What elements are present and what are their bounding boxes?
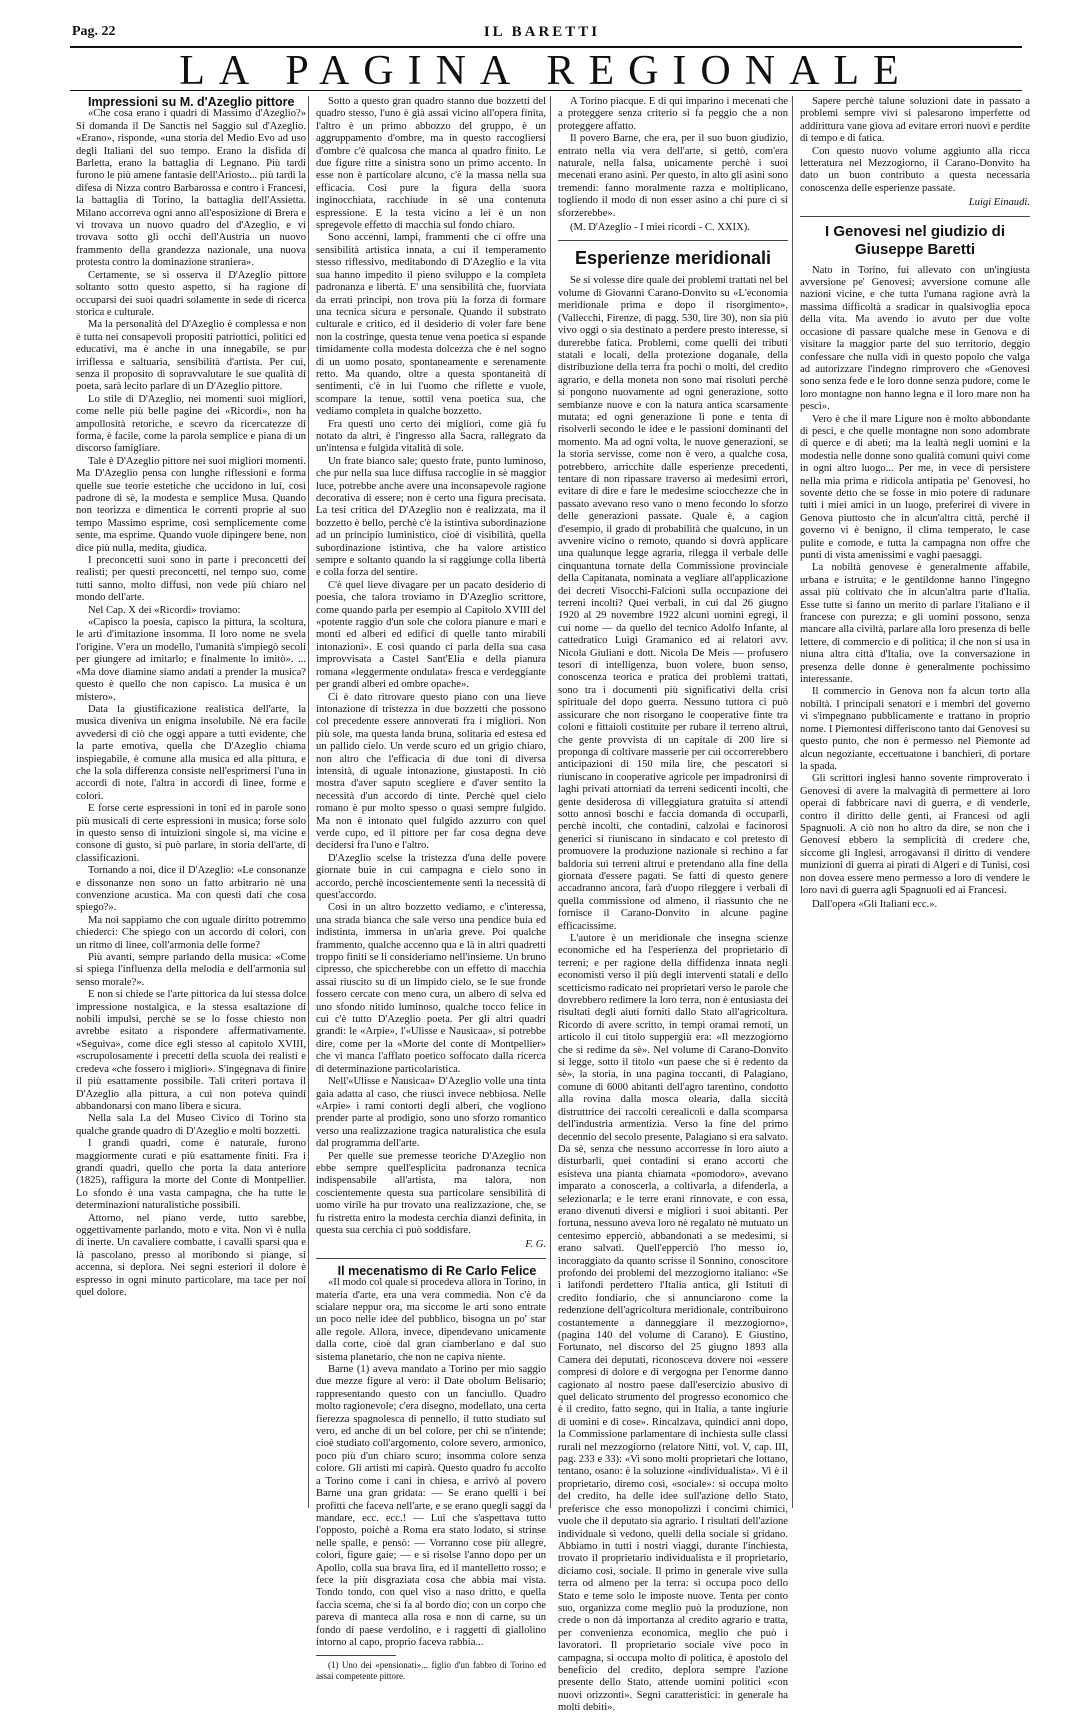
column-1 [76,96,306,1508]
article-paragraph: Tornando a noi, dice il D'Azeglio: «Le consonanze e dissonanze non sono un fatto arbitrario nè una convenzione acustica. Ma con questi dati che cosa spiego?». [76,865,306,914]
column-divider [550,96,551,1508]
article-separator [800,216,1030,217]
article-separator [316,1258,546,1259]
page-number: Pag. 22 [72,24,116,39]
article-paragraph: Barne (1) aveva mandato a Torino per mio saggio due mezze figure al vero: il Date obolum Belisario; rappresentando questo con un fanciullo. Quadro molto ragionevole; c'era disegno, modellato, una certa fierezza spagnolesca di pennello, il tutto studiato sul vero, ed anche di un bel colore, per chi se n'intende; cioè studiato coll'argomento, colore severo, armonico, poco più d'un chiaro scuro; insomma colore senza colore. Gli artisti mi capirà. Questo quadro fu accolto a Torino come i cani in chiesa, e arrivò al povero Barne una gran gridata: — Se erano quelli i bei profitti che faceva nell'arte, e se erano quegli saggi da mandare, ecc. ecc.! — Lui che s'aspettava tutto l'opposto, poichè a Roma era stato lodato, si strinse nelle spalle, e pensò: — Vorranno cose più allegre, colori, figure gaie; — e si risolse l'anno dopo per un Apollo, colla sua brava lira, ed il mantelletto rosso; e fece la più disgraziata cosa che abbia mai vista. Tondo tondo, con quel viso a naso dritto, e quella faccia scema, che si fa al bordo dio; con un corpo che pareva di manteca alla rosa e non di carne, su un fondo di paese verdolino, e i raggetti di giallolino intorno al capo, proprio faceva rabbia... [316,1364,546,1648]
article-paragraph: Nel Cap. X dei «Ricordi» troviamo: [88,604,241,616]
article-paragraph: I grandi quadri, come è naturale, furono maggiormente curati e più esattamente finiti. Fra i grandi quadri, quello che porta la data anteriore (1825), raffigura la morte del Conte di Montpellier. Lo sfondo è una vasta campagna, che ha tutte le determinazioni naturalistiche possibili. [76,1138,306,1212]
article-paragraph: Sapere perchè talune soluzioni date in passato a problemi sempre vivi si palesarono imperfette od addirittura vane giova ad evitare errori nuovi e perdite di tempo e di fatica. [800,96,1030,145]
article-title: Il mecenatismo di Re Carlo Felice [337,1263,537,1278]
column-divider [792,96,793,1508]
article-paragraph: E forse certe espressioni in toni ed in parole sono più musicali di certe espressioni in musica; forse solo in questo senso di intuizioni singole si, ma vicine e consone di gusto, si può parlare, in storia dell'arte, di classificazioni. [76,803,306,864]
article-title: Esperienze meridionali [574,248,772,269]
journal-title: IL BARETTI [483,24,601,40]
column-3 [558,96,788,1714]
article-paragraph: Il commercio in Genova non fa alcun torto alla nobiltà. I principali senatori e i membri del governo vi s'impegnano pubblicamente e trattano in proprio nome. I Piemontesi differiscono tanto dai Genovesi su questo punto, che non è permesso nel Piemonte ad alcun negoziante, eccettuatone i banchieri, di portare la spada. [800,686,1030,772]
section-banner: LA PAGINA REGIONALE [179,48,913,94]
article-paragraph: Ma la personalità del D'Azeglio è complessa e non è tutta nei consapevoli propositi patriottici, politici ed educativi, ma è anche in una innegabile, se pur irriflessa e saltuaria, sensibilità d'artista. Per cui, senza il proposito di sopravvalutare le sue qualità di poeta, sarà lecito parlare di un D'Azeglio pittore. [76,319,306,393]
article-paragraph: Tale è D'Azeglio pittore nei suoi migliori momenti. Ma D'Azeglio pensa con lunghe riflessioni e forma quelle sue teorie estetiche che uccidono in lui, così padrone di sè, la modesta e semplice Musa. Quando non teorizza e dimentica le correnti proprie al suo tempo Massimo esprime, così semplicemente come sente, ma esprime. Quando vuole dipingere bene, non dice più nulla, medita, giudica. [76,455,306,554]
footnote: (1) Uno dei «pensionati»... figlio d'un fabbro di Torino ed assai competente pittore. [316,1660,546,1682]
article-paragraph: Sono accenni, lampi, frammenti che ci offre una sensibilità artistica innata, a cui il temperamento stesso riflessivo, meditabondo di D'Azeglio e la vita sua hanno impedito il pieno sviluppo e la completa padronanza e libertà. E' una sensibilità che, fuorviata da errati principi, non trova più la forza di formare una tecnica sicura e personale. Quando il substrato culturale e critico, ed il desiderio di voler fare bene non la costringe, questa tenue vena poetica si espande timidamente colla modesta dolcezza che è nel sogno di un uomo posato, spontaneamente e serenamente retto. Ma quando, oltre a questa spontaneità di sentimenti, c'è in lui l'uomo che riflette e vuole, scompare la tenue, sottil vena poetica sua, che vediamo completa in qualche bozzetto. [316,232,546,418]
article-paragraph: «Il modo col quale si procedeva allora in Torino, in materia d'arte, era una vera commedia. Non c'è da scialare neppur ora, ma siccome le arti sono entrate un poco nelle idee del pubblico, bisogna un po' star alle regole. Allora, invece, dipendevano unicamente dalla corte, cioè dal gran ciamberlano e dal suo sistema planetario, che non ne capiva niente. [316,1277,546,1363]
column-4 [800,96,1030,1508]
article-paragraph: Certamente, se si osserva il D'Azeglio pittore soltanto sotto questo aspetto, si ha ragione di occuparsi dei suoi quadri solamente in sede di ricerca storica e culturale. [76,269,306,318]
article-paragraph: Attorno, nel piano verde, tutto sarebbe, oggettivamente parlando, moto e vita. Non vi è nulla di inerte. Un cavaliere combatte, i cavalli sparsi qua e là pascolano, presso al moribondo si piange, si accenna, si deplora. Nei segni esteriori il dolore è espresso in ogni minuto particolare, ma tace per noi quel dolore. [76,1212,306,1298]
article-paragraph: Ma noi sappiamo che con uguale diritto potremmo chiederci: Che spiego con un accordo di colori, con un ritmo di linee, coll'armonia delle forme? [76,914,306,951]
article-paragraph: Se si volesse dire quale dei problemi trattati nel bel volume di Giovanni Carano-Donvito su «L'economia meridionale prima e dopo il risorgimento», (Vallecchi, Firenze, di pagg. 530, lire 30), non sia più vivo oggi o sia destinato a perdere presto interesse, si durerebbe fatica. Problemi, come quelli dei tributi statali e locali, della protezione doganale, della distribuzione della terra fra pochi o molti, del credito agrario, e della moneta non sono mai risoluti perchè si pongono nuovamente ad ogni generazione, sotto sembianze nuove e con la natura antica scarsamente mutata; ed ogni generazione li pone e tenta di risolverli secondo le idee e le passioni dominanti del momento. Ma ad ogni volta, le nuove generazioni, se la storia servisse, come non è vero, a qualche cosa, potrebbero, arricchite dalle esperienze precedenti, tentare di non ripassare traverso ai medesimi errori, evitare di dire e fare le medesime sciocchezze che in passato avevano reso vano o meno fecondo lo sforzo delle generazioni passate. Quale è, a cagion d'esempio, il grado di probabilità che qualcuno, in un avvenire vicino o remoto, quando si dovrà applicare una qualunque legge agraria, rilegga il verbale delle cinquantuna tornate della Commissione provinciale della Capitanata, nominata a vegliare all'applicazione dei decreti Visocchi-Falcioni sulla occupazione dei terreni incolti? Quei verbali, in cui dal 26 giugno 1920 al 29 novembre 1922 alcuni uomini egregi, il cui nome — da quello del tecnico Adolfo Infante, al cattedratico Luigi Gramanico ed ai relatori avv. Nicola Giuliani e dott. Nicola De Meis — profusero tesori di intelligenza, buon volere, buon senso, conoscenza teorica e pratica dei problemi trattati, sono tra i documenti più significativi della crisi spirituale del dopo guerra. Nessuno tuttora ci può assicurare che non risorgano le cooperative finte tra coloni e fittaioli costituite per rubare il terreno altrui, che gente provvista di un capitale di 200 lire si proponga di coltivare masserie per cui occorrerebbero anticipazioni di 150 mila lire, che pescatori si riuniscano in cooperative agricole per impadronirsi di laghi privati attorniati da terreni sedicenti incolti, che gente desiderosa di villeggiatura gratuita si attendi sotto annosi boschi e faccia domanda di occuparli, perchè incolti, che contadini, calzolai e facinorosi generici si riuniscano in sindacato e col pretesto di promuovere la produzione nazionale si rechino a far baldoria sui terreni altrui e pretendano alla fine della giornata d'essere pagati. Se fatti di questo genere accadranno ancora, farà d'uopo rileggere i verbali di quella commissione od almeno, il riassunto che ne fornisce il Carano-Donvito in alcune pagine efficacissime. [558,275,788,932]
article-paragraph: Un frate bianco sale; questo frate, punto luminoso, che pur nella sua luce diffusa raccoglie in sè maggior luce, potrebbe anche avere una inconsapevole ragione decorativa di essere; non è certo una figura precisata. La tesi critica del D'Azeglio non è realizzata, ma il bozzetto è bello, perchè c'è la istintiva subordinazione ad un principio luministico, cioè di visibilità, quella subordinazione istintiva, che ha valore artistico sempre e soltanto quando la si raggiunge colla libertà e colla forza del sentire. [316,455,546,579]
article-paragraph: Così in un altro bozzetto vediamo, e c'interessa, una strada bianca che sale verso una pendice buia ed indistinta, immersa in un'aria greve. Poi qualche frammento, qualche accenno qua e là in altri quadretti troppo finiti se li consideriamo nell'insieme. Un bruno cipresso, che spiccherebbe con un effetto di macchia assai riuscito su di un limpido cielo, se le sue fronde fossero cercate con meno cura, un albero di selva ed uno sfondo nitido luminoso, qualche tocco felice in cui c'è tutto D'Azeglio poeta. Per gli altri quadri grandi: le «Arpie», l'«Ulisse e Nausicaa», si potrebbe dire, come per la «Morte del conte di Montpellier» che vi manca l'afflato poetico soffocato dalla ricerca di determinazione particolaristica. [316,902,546,1075]
article-paragraph: Nella sala I.a del Museo Civico di Torino sta qualche grande quadro di D'Azeglio e molti bozzetti. [76,1113,306,1137]
article-paragraph: Fra questi uno certo dei migliori, come già fu notato da altri, è l'ingresso alla Sacra, rallegrato da un'intensa e fulgida vitalità di sole. [316,418,546,455]
article-paragraph: C'è quel lieve divagare per un pacato desiderio di poesia, che talora troviamo in D'Azeglio scrittore, come quando parla per esempio al Capitolo XVIII del «potente raggio d'un sole che colora pianure e mari e monti ed alberi ed edifici di quelle tanto mirabili intonazioni». E così quando ci parla della sua casa improvvisata a Castel Sant'Elia e della pianura romana «leggermente ondulata» fresca e verdeggiante per grandi alberi ed ombre opache». [316,579,546,691]
article-paragraph: Sotto a questo gran quadro stanno due bozzetti del quadro stesso, l'uno è già assai vicino all'opera finita, l'altro è un primo abbozzo del gruppo, è un aggruppamento d'ombre, ma in questo raccogliersi d'ombre c'è qualcosa che manca al quadro finito. Le due figure ritte a sinistra sono un primo accento. In esse non è particolare alcuno, c'è la massa nella sua efficacia. Così pure la figura della suora inginocchiata, racchiude in sè una contenuta espressione. E la testa vicino a lei è un non spregevole effetto di macchia sul fondo chiaro. [316,96,546,232]
article-paragraph: Vero è che il mare Ligure non è molto abbondante di pesci, e che quelle montagne non sono adombrate di querce e di abeti; ma la lealtà negli uomini e la modestia nelle donne sono qualità comuni quivi come in ogni altro luogo... Per me, in vece di persistere nella mia prima e ridicola antipatia pe' Genovesi, ho sovente detto che se fosse in mio potere di radunare tutti i miei amici in un luogo, preferirei di vivere in Genova piuttosto che in alcun'altra città, perchè il governo vi è benigno, il clima temperato, le case pulite e comode, e tutta la campagna non offre che punti di vista amenissimi e vaghi paesaggi. [800,413,1030,561]
footnote-rule [316,1655,396,1656]
article-paragraph: Nato in Torino, fui allevato con un'ingiusta avversione pe' Genovesi; avversione comune alle nazioni vicine, e che tutta l'umana ragione avrà la massima difficoltà a sradicar in qualsivoglia epoca della vita. Ma avendo io avuto per due volte occasione di passare qualche mese in Genova e di visitare la maggior parte del suo territorio, deggio confessare che nulla vidi in questo popolo che valga ad autorizzare l'indegno rimprovero che «Genovesi sono senza fede e le loro donne senza pudore, come le loro montagne non hanno legna e il loro mare non ha pesci». [800,264,1030,413]
article-paragraph: Più avanti, sempre parlando della musica: «Come si spiega l'influenza della melodia e dell'armonia sul senso morale?». [76,952,306,988]
article-paragraph: Il povero Barne, che era, per il suo buon giudizio, entrato nella via vera dell'arte, si gettò, com'era naturale, nella falsa, unicamente perchè i suoi mecenati erano asini. Per questo, in alto gli asini sono tremendi: fanno moralmente razza e moltiplicano, togliendo il modo di non esser asino a chi pure ci si sforzerebbe». [558,133,788,219]
article-paragraph: Ci è dato ritrovare questo piano con una lieve intonazione di tristezza in due bozzetti che possono col precedente essere annoverati fra i migliori. Non più sole, ma questa landa bruna, solitaria ed estesa ed un pallido cielo. Un verde scuro ed un grigio chiaro, non altro che l'efficacia di due toni di diversa intensità, di uguale intonazione, giustaposti. In ciò mostra d'aver saputo scegliere e d'aver sentito la necessità d'un accordo di tinte. Perchè quel cielo romano è pur molto spesso o quasi sempre fulgido. Ma non è intonato quel fulgido azzurro con quel verde cupo, ed il pittore per far cosa degna deve decidersi fra l'uno e l'altro. [316,691,546,852]
article-signature: Luigi Einaudi. [968,197,1030,209]
article-signature: F. G. [525,1239,546,1251]
article-paragraph: Data la giustificazione realistica dell'arte, la musica diveniva un enigma insolubile. Nè era facile avvedersi di ciò che oggi appare a tutti evidente, che la parte emotiva, quella che D'Azeglio chiama inspiegabile, è comune alla musica ed alla pittura, e che la sola differenza consiste nell'esprimersi l'una in accordi di note, l'altra in accordi di linee, forme e colori. [76,703,306,802]
column-2 [316,96,546,1682]
article-paragraph: E non si chiede se l'arte pittorica da lui stessa dolce impressione nostalgica, e la stessa esaltazione di nobili impulsi, perchè se se lo fosse chiesto non avrebbe esitato a rispondere affermativamente. «Seguiva», come dice egli stesso al capitolo XVIII, «scrupolosamente i precetti della scuola dei realisti e credeva «che fossero i migliori». S'ingegnava di finire il più esattamente possibile. Tali criteri portava il D'Azeglio alla pittura, a cui non poteva quindi abbandonarsi con mano libera e sicura. [76,989,306,1112]
running-header [62,24,1022,44]
article-paragraph: Lo stile di D'Azeglio, nei momenti suoi migliori, come nelle più belle pagine dei «Ricordi», non ha ampollosità retoriche, e scevro da ricercatezze di forma, è facile, come la parola semplice e piana di un discorso famigliare. [76,393,306,455]
article-title: I Genovesi nel giudizio di Giuseppe Baretti [824,222,1006,258]
article-paragraph: D'Azeglio scelse la tristezza d'una delle povere giornate buie in cui campagna e cielo sono in accordo, perchè incoscientemente sentì la necessità di quest'accordo. [316,852,546,901]
article-paragraph: I preconcetti suoi sono in parte i preconcetti dei realisti; per questi preconcetti, nel tempo suo, come tutti sanno, molto diffusi, non vede più chiaro nel mondo dell'arte. [76,555,306,604]
article-separator [558,240,788,241]
banner-rule [70,90,1022,91]
article-paragraph: A Torino piacque. E di qui imparino i mecenati che a proteggere senza criterio si fa peggio che a non proteggere affatto. [558,96,788,132]
article-paragraph: «Capisco la poesia, capisco la pittura, la scoltura, le arti d'imitazione insomma. Il loro nome ne svela l'origine. V'era un modello, l'umanità s'impiegò secoli per giungere ad imitarlo; e finalmente lo imitò». ... «Ma dove diamine siamo andati a prender la musica? questo è quello che non capisco. La musica è un mistero». [76,617,306,703]
article-paragraph: Per quelle sue premesse teoriche D'Azeglio non ebbe sempre quell'esplicita padronanza tecnica indispensabile all'artista, ma talora, non coscientemente questa sua particolare sensibilità di uomo virile ha pur trovato una realizzazione, che, se fu ristretta entro la modesta cerchia dianzi definita, in questa sua cerchia ci può soddisfare. [316,1150,546,1236]
article-citation: (M. D'Azeglio - I miei ricordi - C. XXIX). [570,222,750,234]
article-citation: Dall'opera «Gli Italiani ecc.». [812,899,938,911]
article-paragraph: Nell'«Ulisse e Nausicaa» D'Azeglio volle una tinta gaia adatta al caso, che riuscì invece nebbiosa. Nelle «Arpie» i rami contorti degli alberi, che vogliono prender parte al prodigio, sono uno sforzo romantico verso una realizzazione tragica naturalistica che esula dal programma dell'arte. [316,1076,546,1150]
article-title: Impressioni su M. d'Azeglio pittore [88,95,295,109]
article-paragraph: «Che cosa erano i quadri di Massimo d'Azeglio?» Si domanda il De Sanctis nel Saggio sul d'Azeglio. «Erano», risponde, «una storia del Medio Evo ad uso degli Italiani del suo tempo. Erano la disfida di Barletta, erano la battaglia di Legnano. Più tardi furono le più amene fantasie dell'Ariosto... più tardi la difesa di Nizza contro Barbarossa e contro i Francesi, la battaglia di Torino, la battaglia dell'Assietta. Milano accorreva ogni anno all'esposizione di Brera e vi trovava un nuovo quadro del d'Azeglio, e vi trovava sotto gli occhi dell'Austria un nuovo frammento della grandezza nazionale, una nuova protesta contro la dominazione straniera». [76,108,306,269]
article-paragraph: La nobiltà genovese è generalmente affabile, urbana e istruita; e le gentildonne hanno l'ingegno assai più coltivato che in alcun'altra parte d'Italia. Esse tutte si fanno un merito di parlare l'italiano e il francese con purezza; e gli uomini possono, senza mancare alla civiltà, parlare alla loro presenza di belle lettere, di commercio e di politica; il che non si usa in niuna altra città d'Italia, ove la conversazione in presenza delle donne è generalmente pochissimo interessante. [800,562,1030,686]
article-paragraph: L'autore è un meridionale che insegna scienze economiche ed ha l'esperienza del proprietario di terreni; e per ragione della diffidenza innata negli economisti verso il più degli interventi statali e dello scetticismo radicato nei proprietari verso le parole che dovrebbero redimere la loro terra, non è entusiasta dei risultati degli aiuti forniti dallo Stato all'agricoltura. Ricordo di avere scritto, in tempi oramai remoti, un articolo il cui titolo suppergiù era: «Il mezzogiorno che si redime da sè». Nel volume di Carano-Donvito si legge, sotto il titolo «un paese che si è redento da sè», la storia, in una pagina toccanti, di Palagiano, comune di 6000 abitanti dell'agro tarentino, condotto alla rovina dalla mosca olearia, dalla siccità distruttrice dei raccolti cerealicoli e dalla scomparsa dell'industria armentizia. Verso la fine del primo decennio del secolo presente, Palagiano si era salvato. Da sè, senza che nessuno accorresse in loro aiuto a disturbarli, quei contadini si erano accorti che esisteva una pianta chiamata «pomodoro», avevano imparato a conoscerla, a coltivarla, a difenderla, a selezionarla; e le terre erani rinnovate, e con essa, erano divenuti diversi e migliori i suoi abitanti. Per fortuna, nessuno aveva loro nè regalato nè mutuato un centesimo epperciò, abbandonati a se medesimi, si erano salvati. Quell'epperciò l'ho messo io, incoraggiato da quanto scrisse il Sonnino, conoscitore profondo dei problemi del mezzogiorno italiano: «Se i latifondi perdettero l'Italia antica, gli Istituti di credito fondiario, che si annunciarono come la redenzione dell'agricoltura meridionale, contribuirono costantemente a danneggiare il mezzogiorno», (pagina 140 del volume di Carano). E Giustino, Fortunato, nel discorso del 25 giugno 1893 alla Camera dei deputati, riconosceva dovere noi «essere compresi di dolore e di vergogna per l'enorme danno cagionato al nostro paese dall'esercizio abusivo di quel delicato strumento del progresso economico che è il credito, fatto segno, qui in Italia, a tante ingiurie di uomini e di cose». Rincalzava, quindici anni dopo, la Commissione parlamentare di inchiesta sulle classi rurali nel mezzogiorno (relatore Nitti, vol. V, cap. III, pag. 233 e 33): «Vi sono molti proprietari che lottano, tentano, osano: è la soluzione «individualista». Vi è il proprietario, diremo così, «sociale»: si occupa molto del credito, ha delle idee sull'azione dello Stato, preferisce che esso monopolizzi i concimi chimici, vuole che il deputato sia agrario. I risultati dell'azione individuale si vedono, quelli della sociale si gridano. Abbiamo in tutti i nostri viaggi, durante l'inchiesta, trovato il proprietario individualista e il proprietario, diciamo così, sociale. Il primo in generale vive sulla terra od almeno per la terra: si occupa poco dello Stato e teme solo le imposte nuove. Tenta per conto suo, organizza come meglio può la produzione, non crede o non dà importanza al credito agrario e tratta, per convenienza economica, meglio che può i lavoratori. Il proprietario sociale vive poco in campagna, si occupa molto di politica, è apostolo del beneficio del credito, deplora sempre l'azione presente dello Stato, attende uomini politici «con nuovi orizzonti». Segni caratteristici: in generale ha molti debiti». [558,933,788,1714]
article-paragraph: Gli scrittori inglesi hanno sovente rimproverato i Genovesi di avere la malvagità di permettere ai loro operai di fabbricare navi di guerra, e di venderle, contro il diritto delle genti, ai Francesi od agli Spagnuoli. A ciò non ho altro da dire, se non che i Genovesi ebbero la semplicità di credere che, siccome gli Inglesi, arrogavansi il diritto di vendere munizioni di guerra ai pirati di Algeri e di Tunisi, così non dovea essere meno permesso a loro di vendere le loro navi di guerra agli Spagnuoli ed ai Francesi. [800,773,1030,896]
article-paragraph: Con questo nuovo volume aggiunto alla ricca letteratura nel Mezzogiorno, il Carano-Donvito ha dato un buon contributo a questa necessaria conoscenza delle esperienze passate. [800,145,1030,194]
column-divider [308,96,309,1508]
